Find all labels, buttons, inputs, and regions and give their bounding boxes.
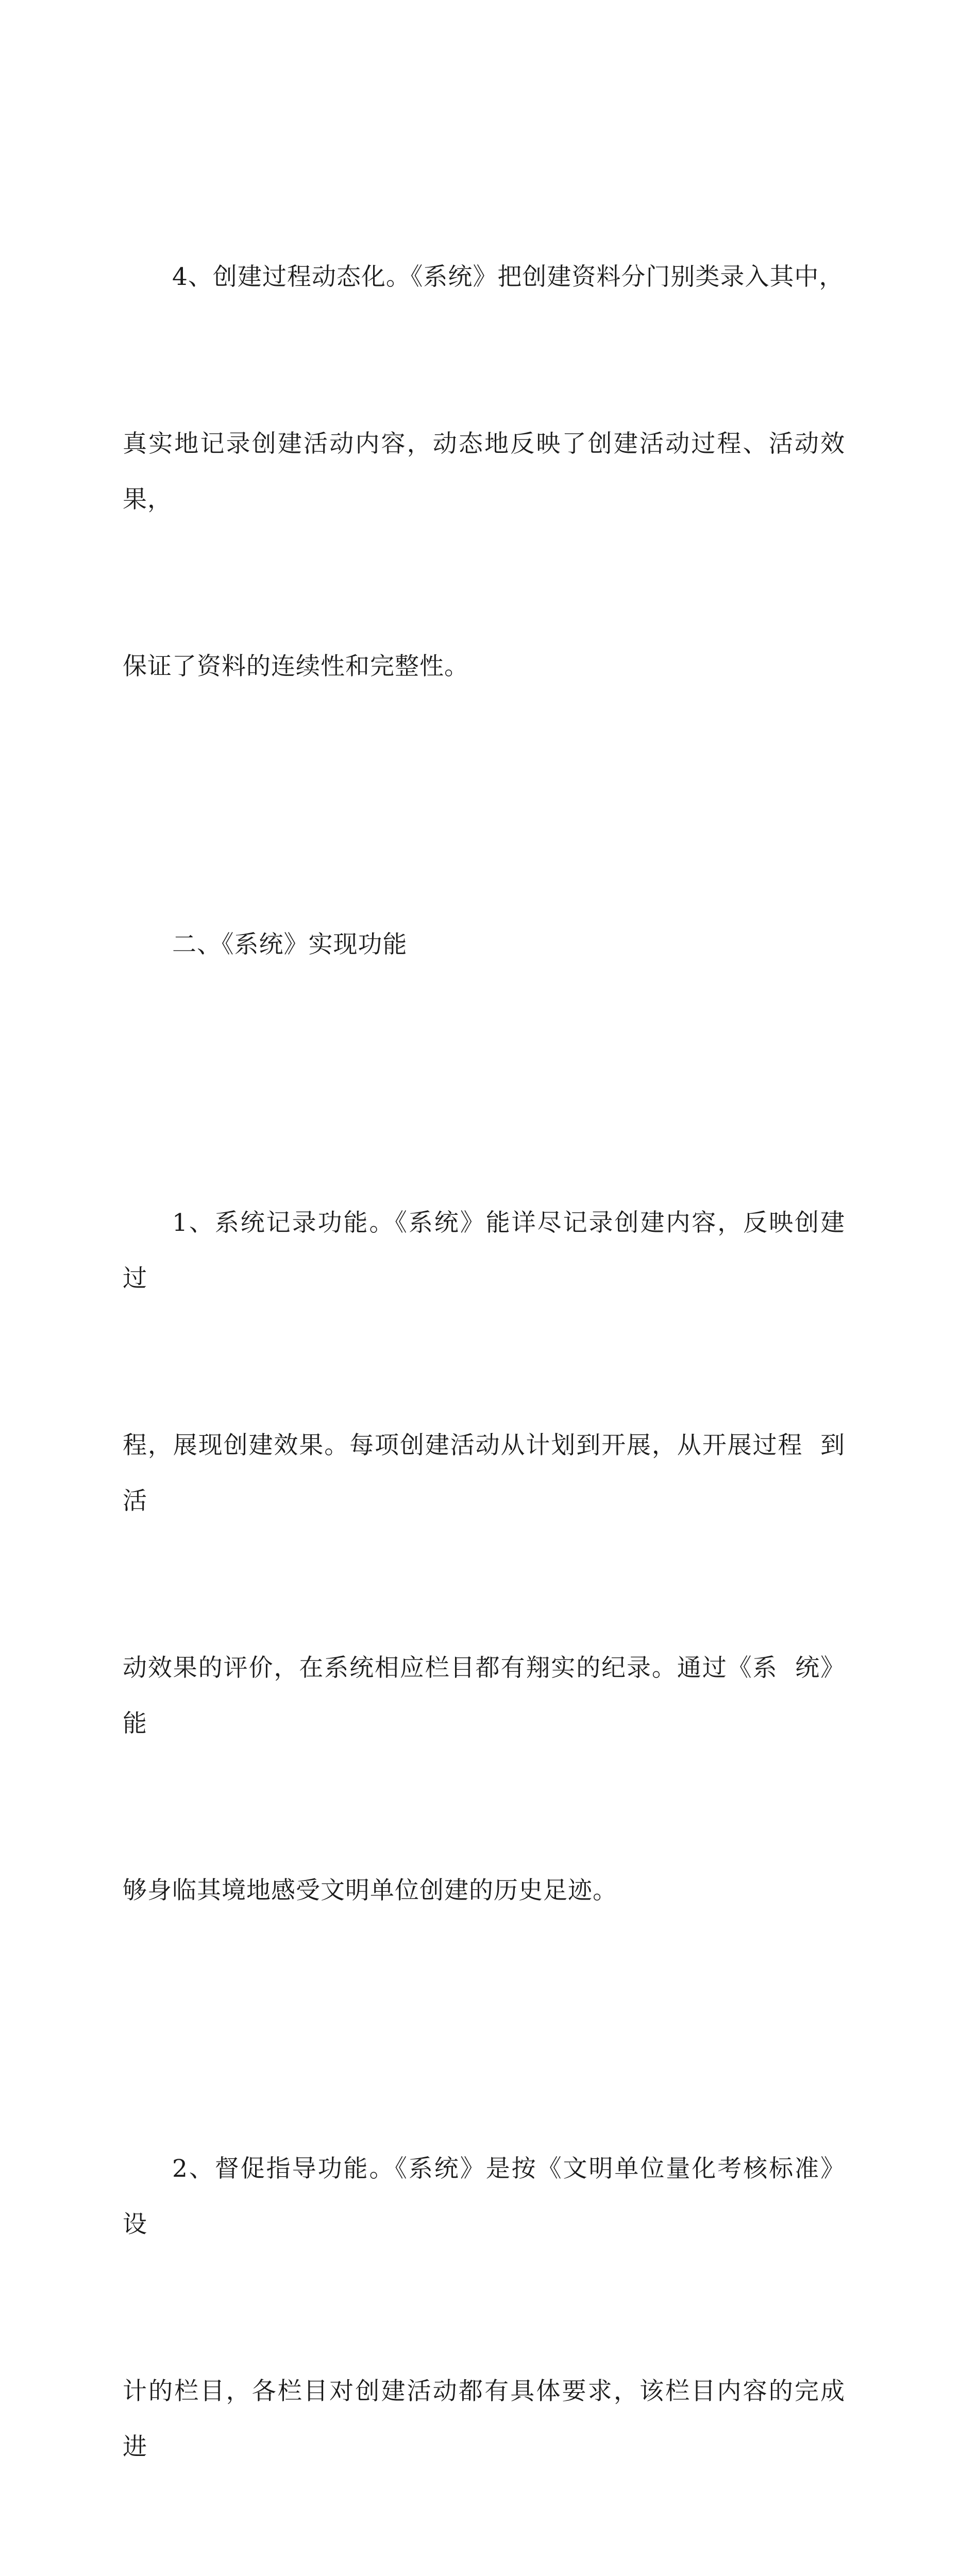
document-page — [123, 138, 862, 2576]
paragraph-2 — [123, 1084, 862, 2030]
paragraph-line: 够身临其境地感受文明单位创建的历史足迹。 — [123, 1876, 617, 1905]
paragraph-line: 动效果的评价，在系统相应栏目都有翔实的纪录。通过《系 统》能 — [123, 1654, 845, 1738]
paragraph-line: 1、系统记录功能。《系统》能详尽记录创建内容，反映创建 过 — [123, 1209, 862, 1293]
paragraph-line: 保证了资料的连续性和完整性。 — [123, 652, 469, 681]
paragraph-line: 4、创建过程动态化。《系统》把创建资料分门别类录入其中， — [172, 263, 844, 291]
section-heading — [123, 806, 845, 1084]
paragraph-1 — [123, 138, 862, 806]
paragraph-3 — [123, 2030, 862, 2576]
paragraph-line: 真实地记录创建活动内容，动态地反映了创建活动过程、活动效 果， — [123, 430, 862, 514]
heading-line: 二、《系统》实现功能 — [172, 930, 408, 959]
paragraph-line: 计的栏目，各栏目对创建活动都有具体要求，该栏目内容的完成 进 — [123, 2377, 862, 2461]
paragraph-line: 程，展现创建效果。每项创建活动从计划到开展，从开展过程 到活 — [123, 1431, 845, 1515]
paragraph-line: 2、督促指导功能。《系统》是按《文明单位量化考核标准》 设 — [123, 2155, 862, 2239]
